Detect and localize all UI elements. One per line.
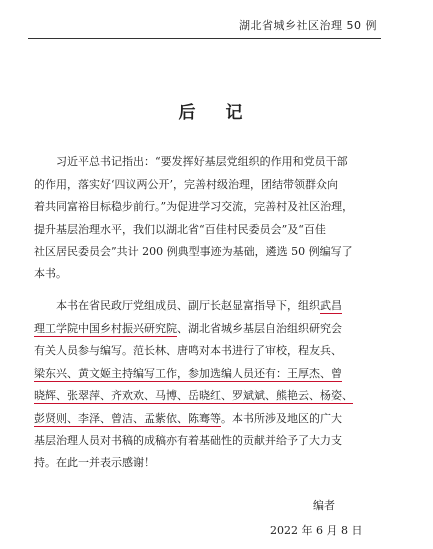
header-title: 湖北省城乡社区治理 50 例	[239, 19, 377, 32]
paragraph-line: 习近平总书记指出：“要发挥好基层党组织的作用和党员干部	[56, 155, 348, 168]
underlined-text: 武昌	[320, 299, 342, 312]
text-run: 。本书所涉及地区的广大	[221, 412, 342, 425]
underlined-text: 晓辉、张翠萍、齐欢欢、马博、岳晓红、罗斌斌、熊艳云、杨姿、	[34, 389, 353, 402]
paragraph-line	[34, 367, 342, 381]
paragraph-line: 着共同富裕目标稳步前行。”为促进学习交流，完善村及社区治理，	[34, 200, 354, 213]
signature-date: 2022 年 6 月 8 日	[270, 524, 363, 537]
text-run: 、湖北省城乡基层自治组织研究会	[177, 322, 342, 335]
signature-author: 编者	[313, 499, 335, 512]
paragraph-line: 本书。	[34, 267, 67, 280]
paragraph-line: 社区居民委员会”共计 200 例典型事迹为基础，遴选 50 例编写了	[34, 245, 353, 258]
paragraph-line	[34, 322, 342, 336]
paragraph-line: 持。在此一并表示感谢！	[34, 456, 155, 469]
page-title: 后 记	[178, 103, 255, 123]
text-run: 本书在省民政厅党组成员、副厅长赵显富指导下，组织	[56, 299, 320, 312]
paragraph-line: 提升基层治理水平，我们以湖北省“百佳村民委员会”及“百佳	[34, 223, 326, 236]
paragraph-line: 的作用，落实好‘四议两公开’，完善村级治理，团结带领群众向	[34, 178, 338, 191]
paragraph-line	[56, 299, 342, 313]
paragraph-line: 基层治理人员对书稿的成稿亦有着基础性的贡献并给予了大力支	[34, 434, 342, 447]
paragraph-line	[34, 389, 353, 403]
underlined-text: 梁东兴、黄文姬主持编写工作，参加选编人员还有：王厚杰、曾	[34, 367, 342, 380]
paragraph-line: 有关人员参与编写。范长林、唐鸣对本书进行了审校，程友兵、	[34, 344, 342, 357]
underlined-text: 理工学院中国乡村振兴研究院	[34, 322, 177, 335]
underlined-text: 彭贤则、李泽、曾洁、孟紫依、陈骞等	[34, 412, 221, 425]
running-header	[28, 8, 381, 39]
paragraph-line	[34, 412, 342, 426]
